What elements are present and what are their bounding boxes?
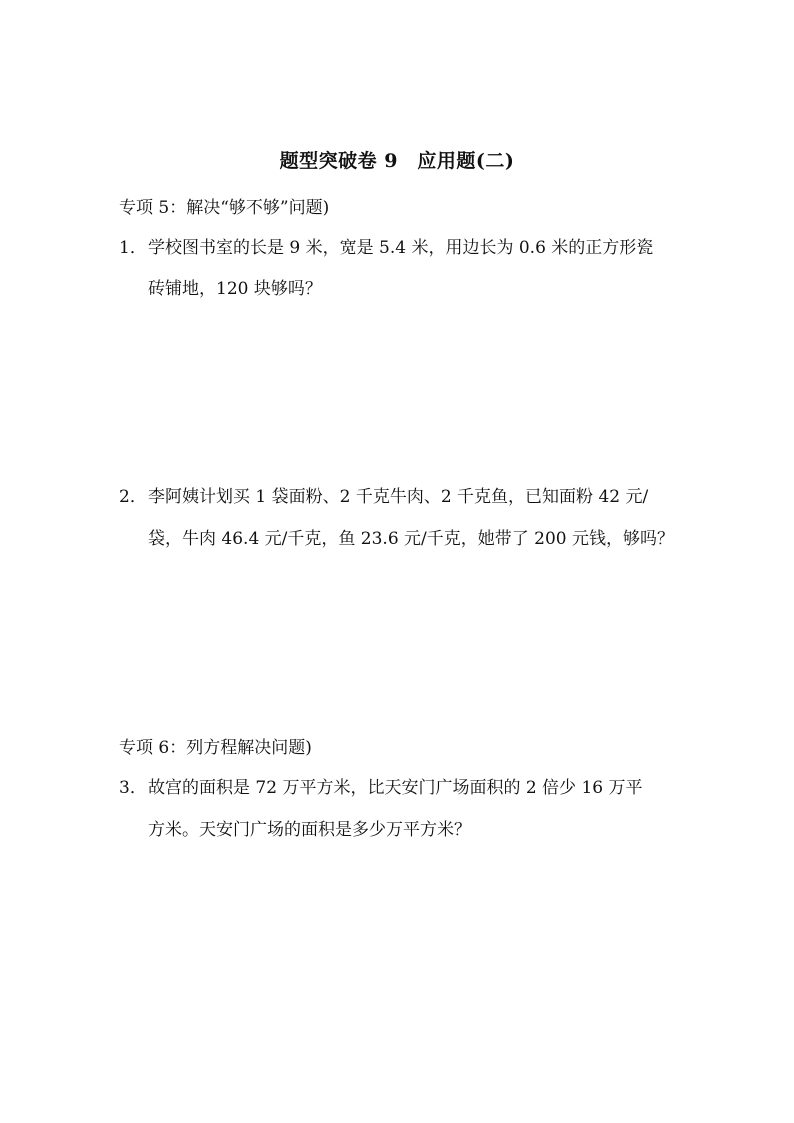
question-2-line-1 [119,482,648,507]
question-2-number: 2． [119,487,147,507]
page-title: 题型突破卷 9 应用题(二) [279,150,515,172]
section-heading-5: 专项 5：解决“够不够”问题) [119,198,330,218]
question-1-text-1: 学校图书室的长是 9 米，宽是 5.4 米，用边长为 0.6 米的正方形瓷 [148,238,654,258]
question-2-text-1: 李阿姨计划买 1 袋面粉、2 千克牛肉、2 千克鱼，已知面粉 42 元/ [148,487,649,507]
section-heading-6: 专项 6：列方程解决问题) [119,738,312,758]
question-1-line-2: 砖铺地，120 块够吗？ [148,279,322,299]
question-3-line-1 [119,773,643,798]
question-3-line-2: 方米。天安门广场的面积是多少万平方米？ [148,820,471,840]
question-2-line-2: 袋，牛肉 46.4 元/千克，鱼 23.6 元/千克，她带了 200 元钱，够吗？ [148,529,675,549]
question-3-number: 3． [119,778,147,798]
question-3-text-1: 故宫的面积是 72 万平方米，比天安门广场面积的 2 倍少 16 万平 [148,778,643,798]
question-1-line-1 [119,233,653,258]
question-1-number: 1． [119,238,147,258]
